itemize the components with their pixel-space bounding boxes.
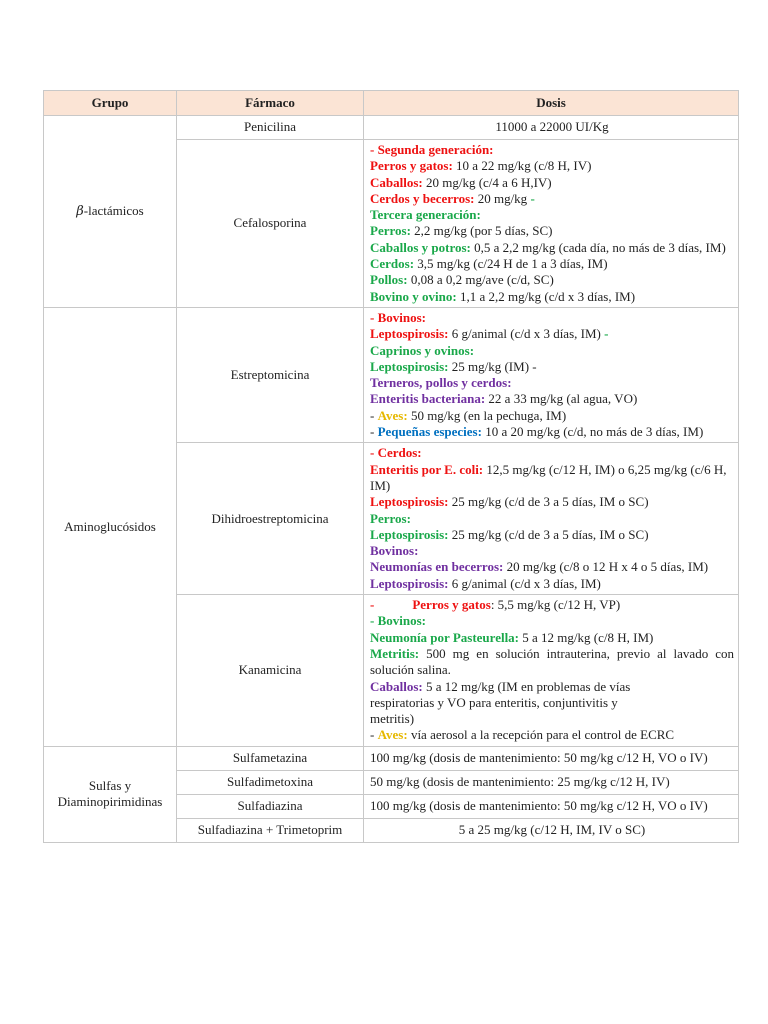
group-label: -lactámicos — [83, 202, 144, 218]
dose-line — [370, 256, 734, 272]
table-header-row — [44, 91, 739, 116]
dose-keyword: Bovinos: — [370, 543, 419, 559]
drug-estreptomicina: Estreptomicina — [177, 307, 364, 442]
header-group: Grupo — [44, 91, 177, 116]
dose-line — [370, 375, 734, 391]
dose-keyword: Enteritis bacteriana: — [370, 391, 486, 407]
dose-text: 25 mg/kg (c/d de 3 a 5 días, IM o SC) — [448, 494, 649, 510]
dose-keyword: Cerdos y becerros: — [370, 190, 475, 206]
dose-line — [370, 597, 734, 613]
dose-text: respiratorias y VO para enteritis, conjuntivitis y — [370, 694, 618, 710]
dose-keyword: Perros: — [370, 510, 411, 526]
dose-line — [370, 727, 734, 743]
dose-text: 500 mg en solución intrauterina, previo al lavado con solución salina. — [370, 645, 734, 678]
dose-keyword: Aves: — [377, 407, 408, 423]
dose-keyword: Caballos: — [370, 174, 423, 190]
group-label-line2: Diaminopirimidinas — [57, 794, 163, 810]
dose-keyword: Aves: — [377, 727, 408, 743]
dose-text: 20 mg/kg (c/4 a 6 H,IV) — [422, 174, 552, 190]
beta-symbol: β — [76, 203, 84, 219]
dose-line — [370, 272, 734, 288]
dose-line — [370, 310, 734, 326]
group-label-line1: Sulfas y — [88, 777, 132, 793]
dose-keyword: Neumonía por Pasteurella: — [370, 629, 520, 645]
dose-line — [370, 326, 734, 342]
dose-text: 2,2 mg/kg (por 5 días, SC) — [410, 223, 553, 239]
header-dose: Dosis — [364, 91, 739, 116]
dose-text: 10 a 22 mg/kg (c/8 H, IV) — [452, 158, 592, 174]
dose-line — [370, 527, 734, 543]
dose-penicilina: 11000 a 22000 UI/Kg — [364, 116, 739, 140]
dose-sulfadimetoxina: 50 mg/kg (dosis de mantenimiento: 25 mg/kg c/12 H, IV) — [364, 770, 739, 794]
group-beta-lactam — [44, 116, 177, 308]
dose-keyword: - Bovinos: — [370, 613, 426, 629]
table-row — [44, 746, 739, 770]
dose-line — [370, 343, 734, 359]
dose-line — [370, 207, 734, 223]
header-drug: Fármaco — [177, 91, 364, 116]
dose-line — [370, 142, 734, 158]
dose-keyword: Perros y gatos — [412, 597, 491, 613]
dose-keyword: Leptospirosis: — [370, 326, 449, 342]
dose-kanamicina — [364, 595, 739, 747]
dose-line — [370, 679, 734, 695]
drug-dihidroestreptomicina: Dihidroestreptomicina — [177, 443, 364, 595]
dose-line — [370, 158, 734, 174]
dose-keyword: Pollos: — [370, 272, 408, 288]
dose-keyword: Caballos y potros: — [370, 239, 471, 255]
dose-text: 20 mg/kg (c/8 o 12 H x 4 o 5 días, IM) — [503, 559, 709, 575]
dose-line — [370, 630, 734, 646]
drug-kanamicina: Kanamicina — [177, 595, 364, 747]
dosage-table — [43, 90, 739, 843]
dose-text: 12,5 mg/kg (c/12 H, IM) o 6,25 mg/kg (c/6 H, IM) — [370, 461, 727, 493]
dose-keyword: Neumonías en becerros: — [370, 559, 504, 575]
dose-line — [370, 424, 734, 440]
dose-line — [370, 445, 734, 461]
dose-line — [370, 613, 734, 629]
dose-text: 6 g/animal (c/d x 3 días, IM) — [448, 326, 605, 342]
dose-line — [370, 511, 734, 527]
drug-cefalosporina: Cefalosporina — [177, 140, 364, 308]
dose-keyword: Enteritis por E. coli: — [370, 461, 484, 477]
dose-text: 5 a 12 mg/kg (IM en problemas de vías — [422, 678, 631, 694]
dose-text: 22 a 33 mg/kg (al agua, VO) — [485, 391, 638, 407]
dose-keyword: Leptospirosis: — [370, 494, 449, 510]
dose-line — [370, 576, 734, 592]
drug-penicilina: Penicilina — [177, 116, 364, 140]
dose-keyword: Leptospirosis: — [370, 575, 449, 591]
dose-line — [370, 223, 734, 239]
dose-keyword: Caballos: — [370, 678, 423, 694]
dose-text: 50 mg/kg (en la pechuga, IM) — [407, 407, 567, 423]
dose-text: 1,1 a 2,2 mg/kg (c/d x 3 días, IM) — [456, 288, 636, 304]
dose-line — [370, 711, 734, 727]
dose-line — [370, 391, 734, 407]
dose-text: 0,08 a 0,2 mg/ave (c/d, SC) — [407, 272, 554, 288]
drug-sulfadimetoxina: Sulfadimetoxina — [177, 770, 364, 794]
dose-keyword: Perros: — [370, 223, 411, 239]
dose-line — [370, 695, 734, 711]
dose-line — [370, 559, 734, 575]
dose-keyword: Tercera generación: — [370, 207, 481, 223]
dose-sulfadiazina-trimetoprim: 5 a 25 mg/kg (c/12 H, IM, IV o SC) — [364, 818, 739, 842]
dose-line — [370, 646, 734, 679]
dose-line — [370, 494, 734, 510]
dose-text: : 5,5 mg/kg (c/12 H, VP) — [490, 597, 621, 613]
dose-text: metritis) — [370, 711, 415, 727]
dose-keyword: Metritis: — [370, 645, 420, 661]
dose-line — [370, 543, 734, 559]
dose-keyword: - — [604, 326, 609, 342]
dose-line — [370, 240, 734, 256]
dose-dihidroestreptomicina — [364, 443, 739, 595]
drug-sulfadiazina-trimetoprim: Sulfadiazina + Trimetoprim — [177, 818, 364, 842]
dose-keyword: - Cerdos: — [370, 445, 422, 461]
dose-text: 3,5 mg/kg (c/24 H de 1 a 3 días, IM) — [414, 256, 608, 272]
dose-keyword: - Bovinos: — [370, 309, 426, 325]
dose-line — [370, 408, 734, 424]
dose-text: 0,5 a 2,2 mg/kg (cada día, no más de 3 días, IM) — [470, 239, 726, 255]
dose-keyword: Pequeñas especies: — [377, 424, 482, 440]
dose-line — [370, 462, 734, 495]
dose-cefalosporina — [364, 140, 739, 308]
dose-keyword: Terneros, pollos y cerdos: — [370, 375, 512, 391]
dose-estreptomicina — [364, 307, 739, 442]
group-sulfas — [44, 746, 177, 842]
dose-text: vía aerosol a la recepción para el control de ECRC — [407, 727, 675, 743]
dose-line — [370, 289, 734, 305]
dose-line — [370, 191, 734, 207]
dose-sulfametazina: 100 mg/kg (dosis de mantenimiento: 50 mg/kg c/12 H, VO o IV) — [364, 746, 739, 770]
dose-keyword: - — [530, 190, 535, 206]
dose-line — [370, 175, 734, 191]
dose-line — [370, 359, 734, 375]
dose-keyword: Bovino y ovino: — [370, 288, 457, 304]
dose-keyword: Leptospirosis: — [370, 526, 449, 542]
table-row — [44, 116, 739, 140]
dose-text: - — [370, 424, 378, 440]
dose-keyword: - — [370, 597, 375, 613]
dose-text: 5 a 12 mg/kg (c/8 H, IM) — [519, 629, 654, 645]
dose-text: - — [370, 727, 378, 743]
table-row — [44, 307, 739, 442]
dose-keyword: Leptospirosis: — [370, 358, 449, 374]
group-aminoglucosidos: Aminoglucósidos — [44, 307, 177, 746]
drug-sulfametazina: Sulfametazina — [177, 746, 364, 770]
dose-keyword: - Segunda generación: — [370, 142, 494, 157]
dose-keyword: Caprinos y ovinos: — [370, 342, 475, 358]
dose-text: 25 mg/kg (IM) - — [448, 358, 537, 374]
drug-sulfadiazina: Sulfadiazina — [177, 794, 364, 818]
dose-sulfadiazina: 100 mg/kg (dosis de mantenimiento: 50 mg/kg c/12 H, VO o IV) — [364, 794, 739, 818]
dose-text: 20 mg/kg — [474, 190, 531, 206]
dose-text: - — [370, 407, 378, 423]
dose-text: 6 g/animal (c/d x 3 días, IM) — [448, 575, 601, 591]
dose-keyword: Cerdos: — [370, 256, 415, 272]
dose-text: 10 a 20 mg/kg (c/d, no más de 3 días, IM) — [481, 424, 704, 440]
dose-keyword: Perros y gatos: — [370, 158, 453, 174]
dose-text: 25 mg/kg (c/d de 3 a 5 días, IM o SC) — [448, 526, 649, 542]
